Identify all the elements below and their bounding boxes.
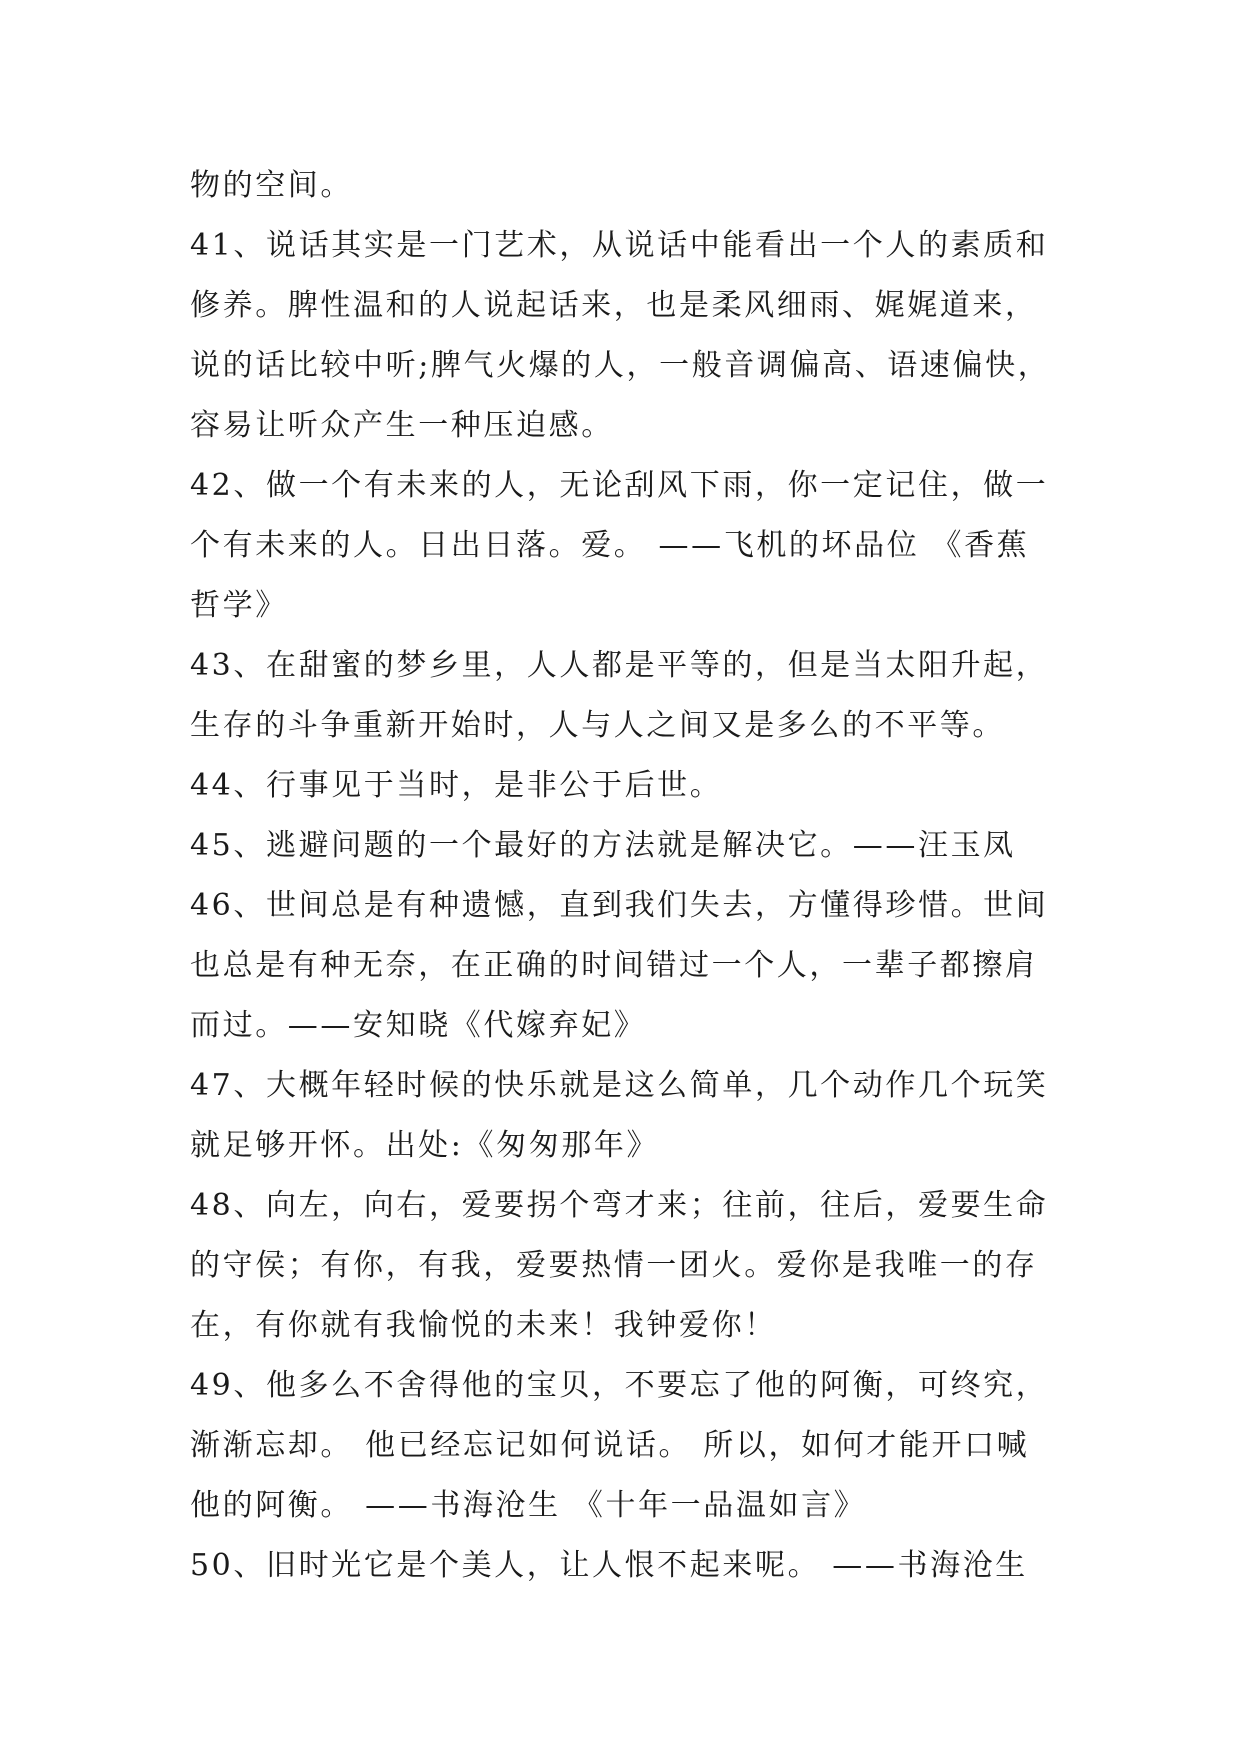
text-line: 他的阿衡。 ——书海沧生 《十年一品温如言》 (190, 1488, 867, 1523)
text-line: 49、他多么不舍得他的宝贝，不要忘了他的阿衡，可终究， (190, 1368, 1049, 1403)
text-line: 物的空间。 (190, 168, 353, 203)
text-line: 个有未来的人。日出日落。爱。 ——飞机的坏品位 《香蕉 (190, 528, 1030, 563)
text-line: 而过。——安知晓《代嫁弃妃》 (190, 1008, 647, 1043)
text-line: 说的话比较中听;脾气火爆的人，一般音调偏高、语速偏快， (190, 348, 1051, 383)
text-line: 42、做一个有未来的人，无论刮风下雨，你一定记住，做一 (190, 468, 1049, 503)
text-line: 44、行事见于当时，是非公于后世。 (190, 768, 723, 803)
text-line: 的守侯；有你，有我，爱要热情一团火。爱你是我唯一的存 (190, 1248, 1038, 1283)
text-line: 在，有你就有我愉悦的未来！我钟爱你！ (190, 1308, 777, 1343)
text-line: 也总是有种无奈，在正确的时间错过一个人，一辈子都擦肩 (190, 948, 1038, 983)
text-line: 41、说话其实是一门艺术，从说话中能看出一个人的素质和 (190, 228, 1049, 263)
text-line: 就足够开怀。出处:《匆匆那年》 (190, 1128, 660, 1163)
quote-text-block (190, 156, 1070, 1596)
text-line: 47、大概年轻时候的快乐就是这么简单，几个动作几个玩笑 (190, 1068, 1049, 1103)
text-line: 生存的斗争重新开始时，人与人之间又是多么的不平等。 (190, 708, 1005, 743)
text-line: 哲学》 (190, 588, 288, 623)
text-line: 修养。脾性温和的人说起话来，也是柔风细雨、娓娓道来， (190, 288, 1038, 323)
text-line: 46、世间总是有种遗憾，直到我们失去，方懂得珍惜。世间 (190, 888, 1049, 923)
text-line: 48、向左，向右，爱要拐个弯才来；往前，往后，爱要生命 (190, 1188, 1049, 1223)
text-line: 43、在甜蜜的梦乡里，人人都是平等的，但是当太阳升起， (190, 648, 1049, 683)
text-line: 45、逃避问题的一个最好的方法就是解决它。——汪玉凤 (190, 828, 1016, 863)
text-line: 容易让听众产生一种压迫感。 (190, 408, 614, 443)
text-line: 渐渐忘却。 他已经忘记如何说话。 所以，如何才能开口喊 (190, 1428, 1030, 1463)
text-line: 50、旧时光它是个美人，让人恨不起来呢。 ——书海沧生 (190, 1548, 1028, 1583)
